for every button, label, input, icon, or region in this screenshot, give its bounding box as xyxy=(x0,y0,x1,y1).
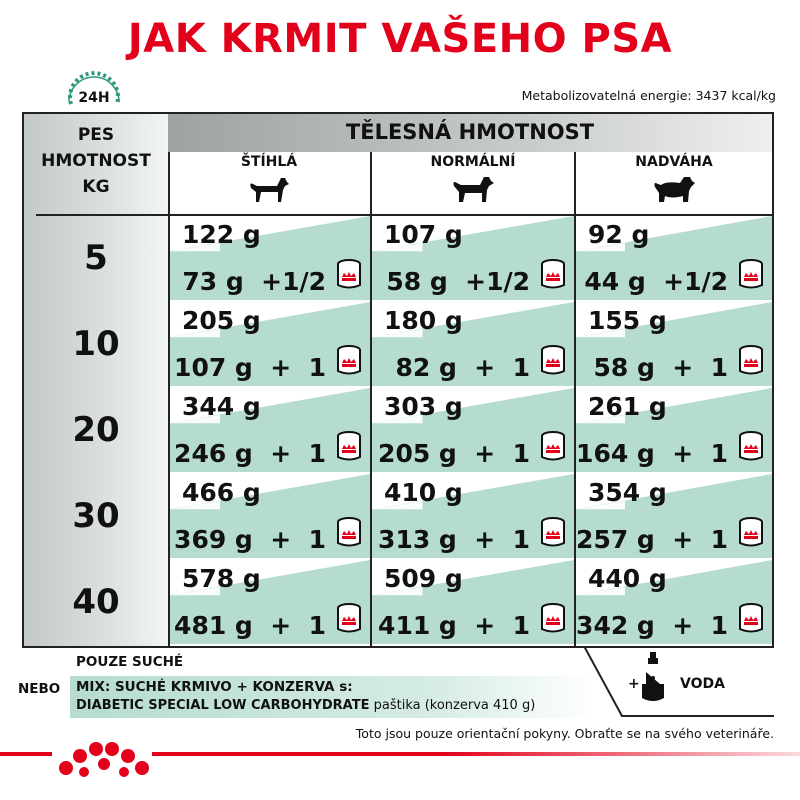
column-label-slim: ŠTÍHLÁ xyxy=(240,154,298,170)
dry-amount: 466 g xyxy=(182,478,261,507)
feeding-table xyxy=(22,112,774,648)
feeding-cell xyxy=(170,474,370,558)
feeding-cell xyxy=(170,388,370,472)
column-label-normal: NORMÁLNÍ xyxy=(430,154,516,170)
wet-food-can-icon xyxy=(336,431,362,467)
mix-amount: 205 g + 1 xyxy=(378,439,530,468)
dry-amount: 509 g xyxy=(384,564,463,593)
feeding-cell xyxy=(576,560,772,644)
dog-weight-kg: 20 xyxy=(72,410,120,450)
dry-amount: 107 g xyxy=(384,220,463,249)
mix-product-line xyxy=(76,698,535,713)
page-title: JAK KRMIT VAŠEHO PSA xyxy=(127,16,673,62)
mix-amount: 342 g + 1 xyxy=(576,611,728,640)
dog-weight-header xyxy=(24,122,168,200)
mix-detail: paštika (konzerva 410 g) xyxy=(369,698,536,713)
mix-amount: 369 g + 1 xyxy=(174,525,326,554)
column-header-overweight xyxy=(576,154,772,214)
dry-amount: 354 g xyxy=(588,478,667,507)
wet-food-can-icon xyxy=(336,345,362,381)
dry-amount: 92 g xyxy=(588,220,650,249)
feeding-cell xyxy=(372,474,574,558)
dry-amount: 578 g xyxy=(182,564,261,593)
clock-label: 24H xyxy=(75,88,113,108)
mix-amount: 164 g + 1 xyxy=(576,439,728,468)
mix-amount: 257 g + 1 xyxy=(576,525,728,554)
feeding-cell xyxy=(372,388,574,472)
wet-food-can-icon xyxy=(540,259,566,295)
water-box xyxy=(584,646,774,718)
wet-food-can-icon xyxy=(738,517,764,553)
dry-amount: 344 g xyxy=(182,392,261,421)
mix-amount: 313 g + 1 xyxy=(378,525,530,554)
body-weight-header: TĚLESNÁ HMOTNOST xyxy=(345,120,595,144)
mix-amount: 411 g + 1 xyxy=(378,611,530,640)
dry-amount: 180 g xyxy=(384,306,463,335)
mix-amount: 481 g + 1 xyxy=(174,611,326,640)
dry-amount: 303 g xyxy=(384,392,463,421)
dry-amount: 122 g xyxy=(182,220,261,249)
wet-food-can-icon xyxy=(738,431,764,467)
only-dry-label: POUZE SUCHÉ xyxy=(76,654,184,670)
column-label-overweight: NADVÁHA xyxy=(635,154,713,170)
wet-food-can-icon xyxy=(336,259,362,295)
wet-food-can-icon xyxy=(336,603,362,639)
dry-amount: 261 g xyxy=(588,392,667,421)
wet-food-can-icon xyxy=(336,517,362,553)
mix-amount: 82 g + 1 xyxy=(395,353,530,382)
wet-food-can-icon xyxy=(738,345,764,381)
dry-amount: 155 g xyxy=(588,306,667,335)
mix-product: DIABETIC SPECIAL LOW CARBOHYDRATE xyxy=(76,698,370,713)
feeding-cell xyxy=(576,216,772,300)
feeding-cell xyxy=(576,302,772,386)
wet-food-can-icon xyxy=(540,603,566,639)
feeding-cell xyxy=(170,302,370,386)
dog-normal-icon xyxy=(451,174,495,204)
wet-food-can-icon xyxy=(738,603,764,639)
dry-amount: 410 g xyxy=(384,478,463,507)
feeding-cell xyxy=(576,388,772,472)
clock-icon xyxy=(63,68,125,116)
kg-label: KG xyxy=(82,177,110,197)
hmotnost-label: HMOTNOST xyxy=(41,151,151,171)
wet-food-can-icon xyxy=(540,345,566,381)
mix-amount: 246 g + 1 xyxy=(174,439,326,468)
energy-info: Metabolizovatelná energie: 3437 kcal/kg xyxy=(521,88,776,103)
dry-amount: 440 g xyxy=(588,564,667,593)
wet-food-can-icon xyxy=(540,431,566,467)
dog-overweight-icon xyxy=(652,174,696,204)
dog-weight-kg: 30 xyxy=(72,496,120,536)
royal-canin-crown-logo xyxy=(52,732,152,788)
or-label: NEBO xyxy=(18,681,61,697)
dog-weight-kg: 10 xyxy=(72,324,120,364)
feeding-cell xyxy=(372,560,574,644)
mix-amount: 107 g + 1 xyxy=(174,353,326,382)
column-header-normal xyxy=(372,154,574,214)
mix-amount: 58 g + 1 xyxy=(593,353,728,382)
dog-thin-icon xyxy=(247,174,291,204)
mix-label: MIX: SUCHÉ KRMIVO + KONZERVA s: xyxy=(76,679,353,695)
dry-amount: 205 g xyxy=(182,306,261,335)
feeding-cell xyxy=(170,560,370,644)
mix-amount: 58 g +1/2 xyxy=(386,267,530,296)
disclaimer: Toto jsou pouze orientační pokyny. Obraťte se na svého veterináře. xyxy=(355,726,774,741)
feeding-cell xyxy=(372,302,574,386)
water-plus: + xyxy=(628,676,640,692)
dog-weight-kg: 5 xyxy=(84,238,108,278)
feeding-cell xyxy=(170,216,370,300)
feeding-cell xyxy=(576,474,772,558)
water-label: VODA xyxy=(680,676,725,692)
wet-food-can-icon xyxy=(738,259,764,295)
wet-food-can-icon xyxy=(540,517,566,553)
dog-weight-kg: 40 xyxy=(72,582,120,622)
mix-amount: 73 g +1/2 xyxy=(182,267,326,296)
pes-label: PES xyxy=(77,125,115,145)
mix-amount: 44 g +1/2 xyxy=(584,267,728,296)
feeding-cell xyxy=(372,216,574,300)
column-header-slim xyxy=(168,154,370,214)
